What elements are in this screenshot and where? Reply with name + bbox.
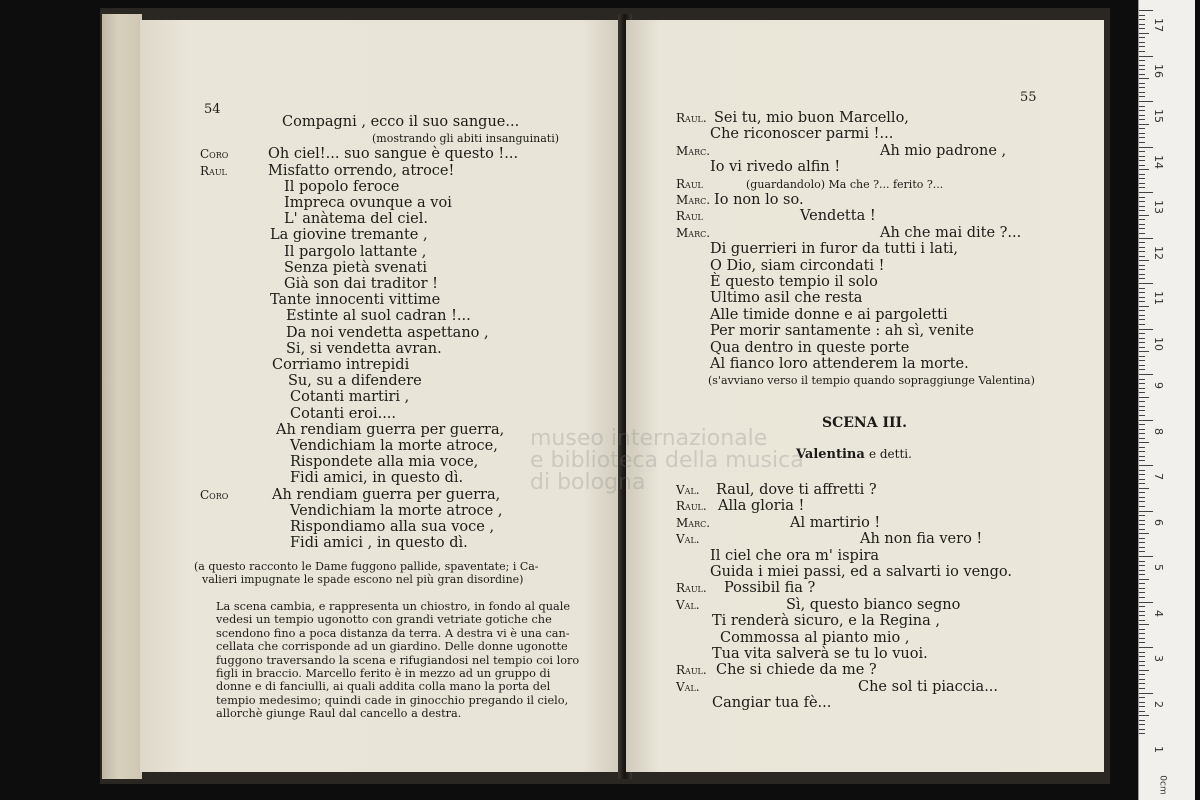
verse-line: Rispondiamo alla sua voce , [290, 519, 495, 535]
ruler-tick [1139, 606, 1145, 607]
ruler-tick [1139, 570, 1145, 571]
ruler-tick [1139, 324, 1145, 325]
ruler-tick [1139, 524, 1145, 525]
ruler-tick [1139, 147, 1153, 148]
stage-prose-line: scendono fino a poca distanza da terra. A destra vi è una can- [216, 626, 570, 640]
ruler-tick [1139, 65, 1145, 66]
ruler-tick [1139, 501, 1145, 502]
ruler-tick [1139, 96, 1145, 97]
ruler-number: 10 [1152, 336, 1165, 351]
ruler-tick [1139, 665, 1145, 666]
verse-line: Ti renderà sicuro, e la Regina , [712, 613, 940, 630]
ruler-number: 3 [1152, 655, 1165, 662]
ruler-tick [1139, 338, 1145, 339]
ruler-tick [1139, 488, 1149, 489]
ruler-tick [1139, 406, 1145, 407]
ruler-tick [1139, 551, 1145, 552]
ruler-tick [1139, 442, 1149, 443]
verse-line: Guida i miei passi, ed a salvarti io vengo. [710, 564, 1012, 580]
ruler-tick [1139, 483, 1145, 484]
ruler-tick [1139, 656, 1145, 657]
speaker-label: Marc. [676, 515, 711, 530]
ruler-tick [1139, 169, 1149, 170]
verse-line: Che sol ti piaccia... [858, 678, 999, 695]
ruler-tick [1139, 224, 1145, 225]
ruler-tick [1139, 574, 1145, 575]
cast-name: Valentina [796, 447, 865, 462]
verse-line: Ah rendiam guerra per guerra, [276, 421, 505, 438]
page-number: 55 [1020, 90, 1037, 105]
ruler-tick [1139, 228, 1145, 229]
verse-line: Tua vita salverà se tu lo vuoi. [712, 646, 928, 662]
ruler-tick [1139, 315, 1145, 316]
ruler-number: 15 [1152, 109, 1165, 123]
stage-prose-line: La scena cambia, e rappresenta un chiostro, in fondo al quale [216, 600, 571, 613]
ruler-tick [1139, 215, 1149, 216]
ruler-tick [1139, 46, 1145, 47]
ruler-tick [1139, 602, 1153, 603]
ruler-tick [1139, 388, 1145, 389]
ruler-tick [1139, 456, 1145, 457]
ruler-tick [1139, 329, 1153, 330]
stage-prose-line: allorchè giunge Raul dal cancello a destra. [216, 707, 462, 721]
ruler-tick [1139, 37, 1145, 38]
ruler-tick [1139, 583, 1145, 584]
ruler-tick [1139, 78, 1149, 79]
ruler-tick [1139, 101, 1153, 102]
verse-line: Sei tu, mio buon Marcello, [714, 110, 909, 126]
ruler-tick [1139, 711, 1145, 712]
watermark-line: di bologna [530, 470, 646, 495]
verse-line: Al fianco loro attenderem la morte. [710, 356, 969, 372]
speaker-label: Raul. [676, 111, 707, 125]
verse-line: Qua dentro in queste porte [710, 339, 910, 356]
ruler-tick [1139, 547, 1145, 548]
stage-prose-line: figli in braccio. Marcello ferito è in mezzo ad un gruppo di [216, 667, 551, 680]
scene-cast [796, 446, 912, 463]
ruler-tick [1139, 688, 1145, 689]
ruler-tick [1139, 415, 1145, 416]
ruler-tick [1139, 542, 1145, 543]
ruler-tick [1139, 383, 1145, 384]
ruler-tick [1139, 360, 1145, 361]
ruler-tick [1139, 33, 1149, 34]
verse-line: Cotanti martiri , [290, 389, 410, 406]
ruler-tick [1139, 670, 1149, 671]
verse-line: L' anàtema del ciel. [284, 211, 428, 228]
ruler-number: 7 [1152, 473, 1165, 480]
stage-prose-line: donne e di fanciulli, ai quali addita colla mano la porta del [216, 680, 551, 694]
ruler-tick [1139, 151, 1145, 152]
ruler-tick [1139, 579, 1149, 580]
scene-title: SCENA III. [822, 415, 907, 431]
ruler-tick [1139, 506, 1145, 507]
verse-line: (s'avviano verso il tempio quando sopraggiunge Valentina) [708, 374, 1035, 388]
verse-line: Ah rendiam guerra per guerra, [272, 486, 501, 503]
ruler-tick [1139, 420, 1153, 421]
speaker-label: Marc. [676, 225, 711, 240]
ruler-tick [1139, 624, 1149, 625]
ruler-tick [1139, 511, 1153, 512]
ruler-tick [1139, 529, 1145, 530]
ruler-tick [1139, 42, 1145, 43]
ruler-tick [1139, 206, 1145, 207]
verse-line: Alla gloria ! [718, 498, 805, 515]
ruler-tick [1139, 633, 1145, 634]
ruler-tick [1139, 429, 1145, 430]
ruler-tick [1139, 310, 1145, 311]
ruler-tick [1139, 19, 1145, 20]
verse-line: Ah mio padrone , [880, 142, 1007, 159]
ruler-tick [1139, 356, 1145, 357]
verse-line: Commossa al pianto mio , [720, 629, 910, 646]
speaker-label: Marc. [676, 193, 711, 207]
ruler-tick [1139, 333, 1145, 334]
ruler-tick [1139, 10, 1153, 11]
ruler-number: 16 [1152, 63, 1165, 78]
ruler-tick [1139, 288, 1145, 289]
ruler-tick [1139, 219, 1145, 220]
verse-line: Al martirio ! [790, 514, 881, 531]
ruler-tick [1139, 565, 1145, 566]
cast-rest: e detti. [868, 447, 912, 461]
measurement-ruler [1138, 0, 1195, 800]
ruler-tick [1139, 615, 1145, 616]
verse-line: Raul, dove ti affretti ? [716, 482, 877, 498]
ruler-tick [1139, 92, 1145, 93]
ruler-tick [1139, 724, 1145, 725]
ruler-tick [1139, 265, 1145, 266]
ruler-tick [1139, 597, 1145, 598]
stage-prose-line: cellata che corrisponde ad un giardino. Delle donne ugonotte [216, 640, 568, 654]
speaker-label: Raul [676, 209, 703, 224]
speaker-label: Coro [200, 487, 229, 502]
ruler-tick [1139, 661, 1145, 662]
ruler-tick [1139, 620, 1145, 621]
ruler-tick [1139, 679, 1145, 680]
speaker-label: Val. [676, 679, 700, 694]
verse-line: Possibil fia ? [724, 580, 816, 597]
ruler-number: 5 [1152, 564, 1165, 571]
left-page [140, 20, 622, 772]
ruler-tick [1139, 274, 1145, 275]
ruler-tick [1139, 642, 1145, 643]
page-edges [102, 14, 142, 779]
verse-line: La giovine tremante , [270, 227, 428, 244]
ruler-tick [1139, 156, 1145, 157]
ruler-tick [1139, 297, 1145, 298]
verse-line: Fidi amici, in questo dì. [290, 470, 464, 487]
ruler-tick [1139, 251, 1145, 252]
ruler-tick [1139, 74, 1145, 75]
watermark-line: e biblioteca della musica [530, 448, 804, 473]
verse-line: Ah che mai dite ?... [880, 224, 1022, 241]
verse-line: Cangiar tua fè... [712, 695, 832, 712]
ruler-tick [1139, 128, 1145, 129]
ruler-tick [1139, 588, 1145, 589]
ruler-tick [1139, 183, 1145, 184]
ruler-tick [1139, 410, 1145, 411]
ruler-tick [1139, 424, 1145, 425]
ruler-tick [1139, 319, 1145, 320]
ruler-tick [1139, 201, 1145, 202]
ruler-tick [1139, 693, 1153, 694]
ruler-tick [1139, 401, 1145, 402]
speaker-label: Val. [676, 597, 700, 612]
ruler-tick [1139, 192, 1153, 193]
verse-line: Tante innocenti vittime [270, 292, 441, 309]
ruler-tick [1139, 729, 1145, 730]
verse-line: È questo tempio il solo [710, 274, 878, 290]
ruler-tick [1139, 106, 1145, 107]
ruler-tick [1139, 460, 1145, 461]
ruler-tick [1139, 283, 1153, 284]
ruler-tick [1139, 592, 1145, 593]
verse-line: Il ciel che ora m' ispira [710, 547, 880, 564]
verse-line: Di guerrieri in furor da tutti i lati, [710, 241, 959, 258]
ruler-tick [1139, 233, 1145, 234]
ruler-tick [1139, 242, 1145, 243]
ruler-tick [1139, 492, 1145, 493]
verse-line: Su, su a difendere [288, 373, 422, 390]
ruler-tick [1139, 15, 1145, 16]
ruler-tick [1139, 733, 1145, 734]
ruler-tick [1139, 538, 1145, 539]
verse-line: Cotanti eroi.... [290, 405, 397, 422]
ruler-tick [1139, 720, 1145, 721]
ruler-tick [1139, 301, 1145, 302]
ruler-tick [1139, 342, 1145, 343]
ruler-tick [1139, 647, 1153, 648]
ruler-tick [1139, 83, 1145, 84]
verse-line: Che si chiede da me ? [716, 662, 877, 679]
ruler-tick [1139, 60, 1145, 61]
verse-line: Sì, questo bianco segno [786, 596, 961, 613]
speaker-label: Raul [200, 163, 227, 178]
ruler-number: 12 [1152, 245, 1165, 260]
ruler-tick [1139, 697, 1145, 698]
ruler-tick [1139, 379, 1145, 380]
ruler-tick [1139, 256, 1145, 257]
ruler-tick [1139, 351, 1149, 352]
verse-line: Io non lo so. [714, 192, 804, 208]
speaker-label: Raul. [676, 499, 707, 514]
verse-line: (mostrando gli abiti insanguinati) [372, 132, 560, 146]
ruler-tick [1139, 278, 1145, 279]
speaker-label: Marc. [676, 143, 711, 158]
library-watermark [530, 428, 804, 494]
verse-line: Io vi rivedo alfin ! [710, 159, 841, 176]
stage-prose-line: vedesi un tempio ugonotto con grandi vetriate gotiche che [216, 613, 552, 627]
ruler-number: 6 [1152, 518, 1165, 526]
ruler-tick [1139, 260, 1149, 261]
verse-line: Compagni , ecco il suo sangue... [282, 114, 520, 130]
verse-line: Senza pietà svenati [284, 259, 427, 276]
ruler-tick [1139, 56, 1153, 57]
verse-line: Rispondete alla mia voce, [290, 454, 479, 471]
ruler-tick [1139, 702, 1145, 703]
ruler-tick [1139, 365, 1145, 366]
ruler-number: 2 [1152, 700, 1165, 708]
verse-line: O Dio, siam circondati ! [710, 257, 885, 274]
ruler-unit: 0cm [1157, 775, 1168, 795]
ruler-tick [1139, 451, 1145, 452]
ruler-number: 13 [1152, 200, 1165, 214]
verse-line: Si, si vendetta avran. [286, 340, 442, 357]
ruler-tick [1139, 533, 1149, 534]
ruler-number: 1 [1152, 746, 1165, 753]
ruler-tick [1139, 142, 1145, 143]
stage-prose-line: tempio medesimo; quindi cade in ginocchio pregando il cielo, [216, 693, 569, 707]
verse-line: (guardandolo) Ma che ?... ferito ?... [746, 177, 944, 191]
ruler-tick [1139, 24, 1145, 25]
verse-line: Che riconoscer parmi !... [710, 126, 894, 143]
ruler-tick [1139, 683, 1145, 684]
speaker-label: Coro [200, 147, 229, 162]
ruler-tick [1139, 210, 1145, 211]
verse-line: Corriamo intrepidi [272, 357, 410, 373]
ruler-tick [1139, 465, 1153, 466]
ruler-number: 11 [1152, 291, 1165, 305]
ruler-tick [1139, 247, 1145, 248]
speaker-label: Val. [676, 483, 700, 497]
verse-line: Misfatto orrendo, atroce! [268, 162, 455, 179]
ruler-tick [1139, 133, 1145, 134]
verse-line: Ah non fia vero ! [860, 531, 983, 548]
ruler-tick [1139, 292, 1145, 293]
ruler-tick [1139, 160, 1145, 161]
speaker-label: Val. [676, 532, 700, 547]
ruler-number: 8 [1152, 427, 1165, 435]
ruler-tick [1139, 497, 1145, 498]
page-number: 54 [204, 102, 221, 117]
ruler-tick [1139, 447, 1145, 448]
ruler-tick [1139, 397, 1149, 398]
stage-prose-line: fuggono traversando la scena e rifugiandosi nel tempio coi loro [216, 653, 580, 667]
ruler-tick [1139, 474, 1145, 475]
ruler-tick [1139, 392, 1145, 393]
ruler-tick [1139, 69, 1145, 70]
right-page [626, 20, 1104, 772]
ruler-tick [1139, 715, 1149, 716]
verse-line: Oh ciel!... suo sangue è questo !... [268, 146, 519, 163]
ruler-tick [1139, 374, 1153, 375]
verse-line: Fidi amici , in questo dì. [290, 535, 468, 552]
verse-line: Impreca ovunque a voi [284, 195, 452, 211]
verse-line: Già son dai traditor ! [284, 276, 439, 292]
speaker-label: Raul. [676, 581, 707, 596]
ruler-tick [1139, 306, 1149, 307]
watermark-line: museo internazionale [530, 426, 768, 451]
ruler-number: 4 [1152, 609, 1165, 617]
verse-line: Il popolo feroce [284, 178, 400, 195]
ruler-tick [1139, 438, 1145, 439]
ruler-tick [1139, 28, 1145, 29]
ruler-tick [1139, 165, 1145, 166]
ruler-tick [1139, 629, 1145, 630]
ruler-tick [1139, 110, 1145, 111]
ruler-number: 17 [1152, 18, 1165, 32]
speaker-label: Raul [676, 176, 703, 191]
ruler-tick [1139, 515, 1145, 516]
ruler-number: 9 [1152, 382, 1165, 389]
verse-line: Vendichiam la morte atroce, [290, 438, 498, 454]
ruler-tick [1139, 115, 1145, 116]
ruler-tick [1139, 433, 1145, 434]
ruler-tick [1139, 178, 1145, 179]
ruler-tick [1139, 187, 1145, 188]
ruler-tick [1139, 51, 1145, 52]
ruler-tick [1139, 652, 1145, 653]
verse-line: Alle timide donne e ai pargoletti [710, 306, 948, 323]
verse-line: Da noi vendetta aspettano , [286, 324, 489, 341]
ruler-tick [1139, 706, 1145, 707]
verse-line: Per morir santamente : ah sì, venite [710, 323, 974, 340]
ruler-tick [1139, 124, 1149, 125]
ruler-tick [1139, 197, 1145, 198]
verse-line: Ultimo asil che resta [710, 290, 863, 307]
ruler-tick [1139, 87, 1145, 88]
ruler-tick [1139, 561, 1145, 562]
verse-line: Vendetta ! [800, 208, 876, 225]
ruler-tick [1139, 238, 1153, 239]
ruler-tick [1139, 119, 1145, 120]
stage-direction: (a questo racconto le Dame fuggono pallide, spaventate; i Ca- [194, 560, 539, 573]
ruler-tick [1139, 470, 1145, 471]
verse-line: Il pargolo lattante , [284, 243, 427, 260]
ruler-number: 14 [1152, 154, 1165, 169]
ruler-tick [1139, 269, 1145, 270]
speaker-label: Raul. [676, 663, 707, 678]
ruler-tick [1139, 674, 1145, 675]
ruler-tick [1139, 137, 1145, 138]
ruler-tick [1139, 347, 1145, 348]
ruler-tick [1139, 369, 1145, 370]
verse-line: Estinte al suol cadran !... [286, 308, 471, 325]
verse-line: Vendichiam la morte atroce , [290, 502, 503, 519]
ruler-tick [1139, 174, 1145, 175]
ruler-tick [1139, 638, 1145, 639]
ruler-tick [1139, 556, 1153, 557]
ruler-tick [1139, 611, 1145, 612]
ruler-tick [1139, 520, 1145, 521]
ruler-tick [1139, 479, 1145, 480]
stage-direction: valieri impugnate le spade escono nel più gran disordine) [202, 573, 524, 586]
